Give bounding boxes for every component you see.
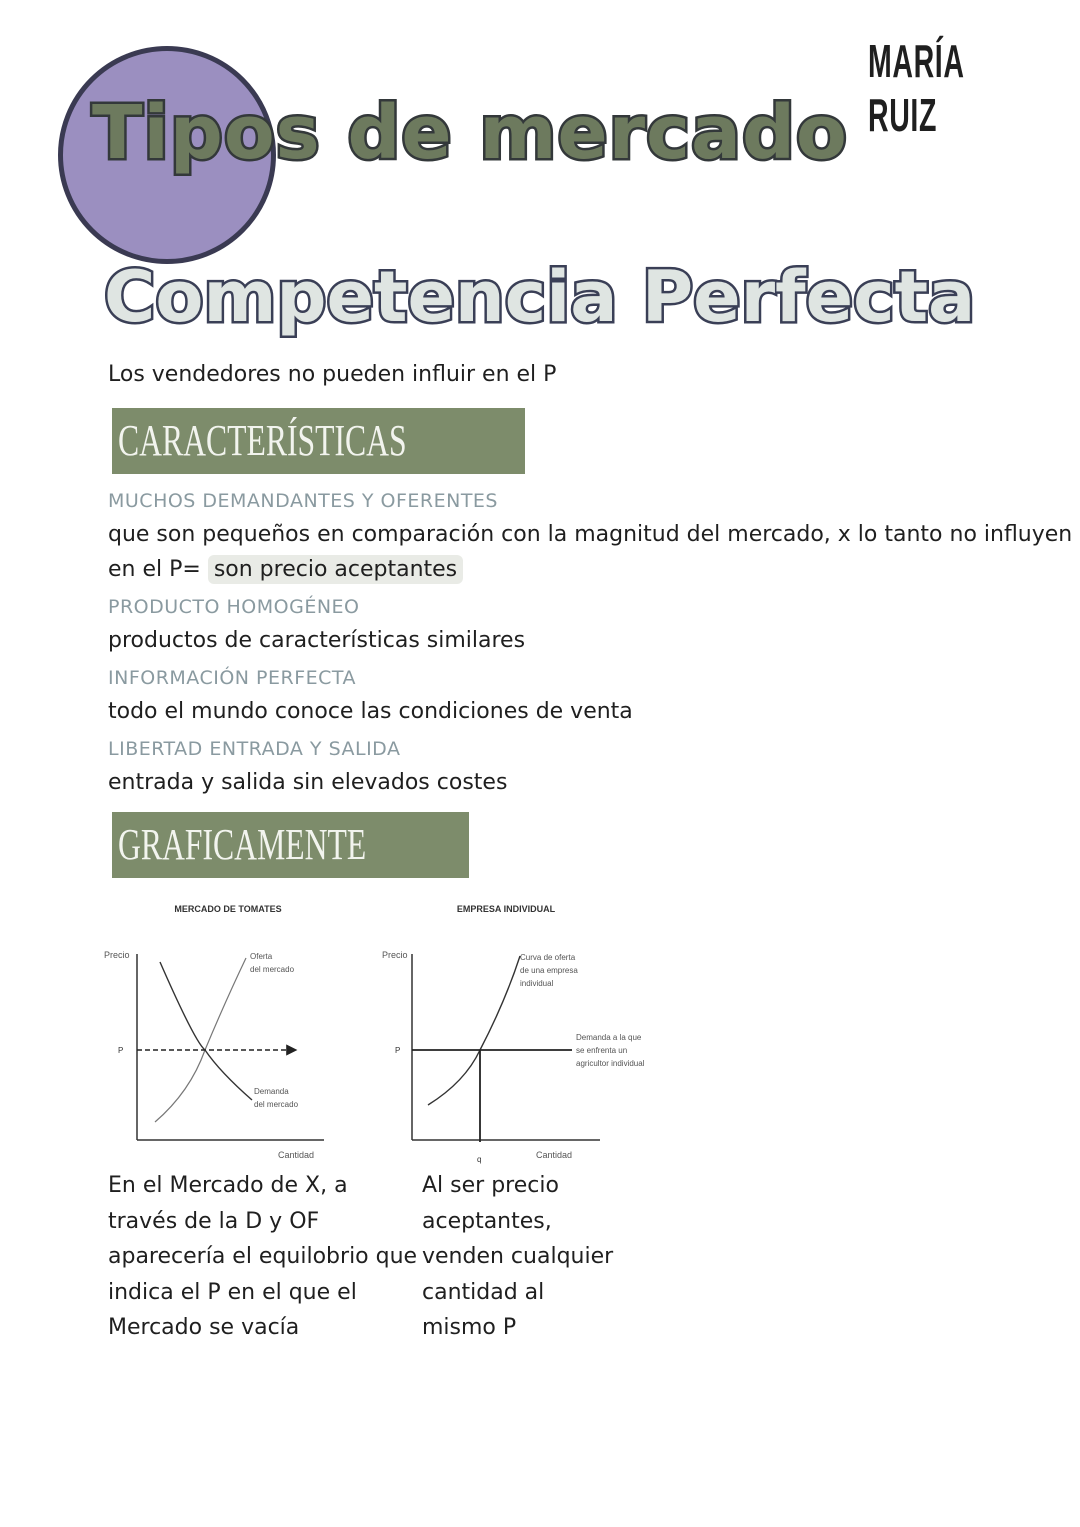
feature-heading: LIBERTAD ENTRADA Y SALIDA <box>108 738 401 760</box>
chart1-title: MERCADO DE TOMATES <box>174 904 282 914</box>
caption-line: En el Mercado de X, a <box>108 1173 348 1198</box>
chart2-ylabel: Precio <box>382 950 408 960</box>
feature-text: todo el mundo conoce las condiciones de venta <box>108 699 633 724</box>
caption-line: Al ser precio <box>422 1173 559 1198</box>
feature-text-part: en el P= <box>108 557 201 582</box>
caption-line: Mercado se vacía <box>108 1315 300 1340</box>
feature-text: entrada y salida sin elevados costes <box>108 770 508 795</box>
chart1-ylabel: Precio <box>104 950 130 960</box>
feature-text <box>108 557 463 582</box>
chart1-demand-label: Demanda del mercado <box>254 1087 299 1109</box>
characteristics-label: CARACTERÍSTICAS <box>112 408 525 474</box>
caption-line: mismo P <box>422 1315 517 1340</box>
caption-line: aceptantes, <box>422 1208 552 1234</box>
charts-figure <box>100 892 656 1172</box>
caption-line: través de la D y OF <box>108 1208 320 1234</box>
caption-line: aparecería el equilobrio que <box>108 1244 418 1269</box>
chart2-price-tick: P <box>395 1046 401 1055</box>
caption-line: cantidad al <box>422 1279 545 1305</box>
page-title: Tipos de mercado <box>92 90 848 176</box>
feature-heading: MUCHOS DEMANDANTES Y OFERENTES <box>108 490 498 512</box>
chart2-demand-label: Demanda a la que se enfrenta un agricultor individual <box>576 1033 645 1068</box>
chart2-xlabel: Cantidad <box>536 1150 573 1160</box>
caption-right <box>422 1168 613 1346</box>
caption-line: indica el P en el que el <box>108 1279 357 1305</box>
caption-left <box>108 1168 417 1346</box>
author-name: MARÍA RUIZ <box>868 35 964 141</box>
caption-line: venden cualquier <box>422 1244 614 1269</box>
highlighted-text: son precio aceptantes <box>208 555 463 584</box>
chart1-price-tick: P <box>118 1046 124 1055</box>
chart1-xlabel: Cantidad <box>278 1150 315 1160</box>
feature-heading: PRODUCTO HOMOGÉNEO <box>108 596 360 618</box>
feature-text: que son pequeños en comparación con la magnitud del mercado, x lo tanto no influyen <box>108 522 1073 547</box>
chart2-supply-label: Curva de oferta de una empresa individual <box>520 953 578 988</box>
chart2-quantity-tick: q <box>477 1155 482 1164</box>
chart1-supply-label: Oferta del mercado <box>250 952 295 974</box>
graph-label: GRAFICAMENTE <box>112 812 469 878</box>
intro-text: Los vendedores no pueden influir en el P <box>108 362 557 387</box>
feature-heading: INFORMACIÓN PERFECTA <box>108 667 357 689</box>
feature-text: productos de características similares <box>108 628 526 653</box>
section-title: Competencia Perfecta <box>104 256 976 338</box>
chart2-title: EMPRESA INDIVIDUAL <box>456 904 556 914</box>
